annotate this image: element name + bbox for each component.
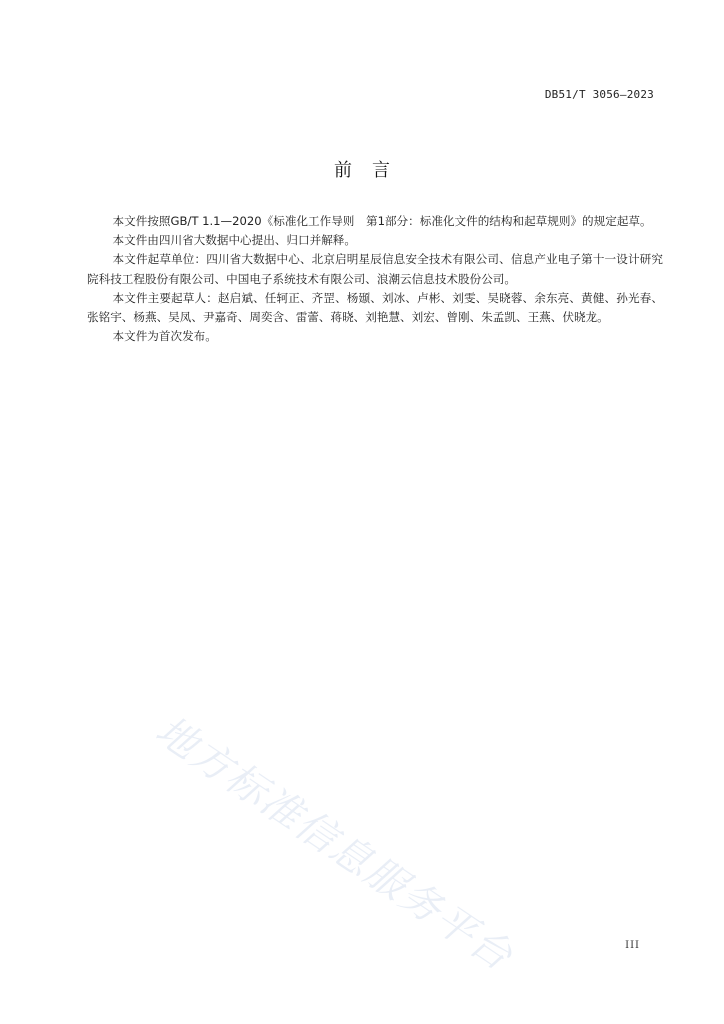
- foreword-body: [87, 212, 663, 346]
- paragraph-proposer: 本文件由四川省大数据中心提出、归口并解释。: [112, 233, 356, 248]
- watermark: 地方标准信息服务平台: [147, 707, 522, 981]
- paragraph-first-release: 本文件为首次发布。: [112, 329, 217, 344]
- page-title: 前言: [334, 160, 410, 181]
- page-number: III: [625, 940, 640, 951]
- paragraph-drafting-rules: 本文件按照GB/T 1.1—2020《标准化工作导则 第1部分：标准化文件的结构和起草规则》的规定起草。: [112, 214, 652, 228]
- document-code: DB51/T 3056—2023: [544, 88, 654, 101]
- paragraph-drafting-units: 本文件起草单位：四川省大数据中心、北京启明星辰信息安全技术有限公司、信息产业电子第十一设计研究院科技工程股份有限公司、中国电子系统技术有限公司、浪潮云信息技术股份公司。: [87, 252, 663, 286]
- paragraph-drafters: 本文件主要起草人：赵启斌、任轲正、齐罡、杨颋、刘冰、卢彬、刘雯、吴晓蓉、余东亮、黄健、孙光春、张铭宇、杨燕、吴凤、尹嘉奇、周奕含、雷蕾、蒋晓、刘艳慧、刘宏、曾刚、朱孟凯、王燕、伏晓龙。: [87, 290, 663, 325]
